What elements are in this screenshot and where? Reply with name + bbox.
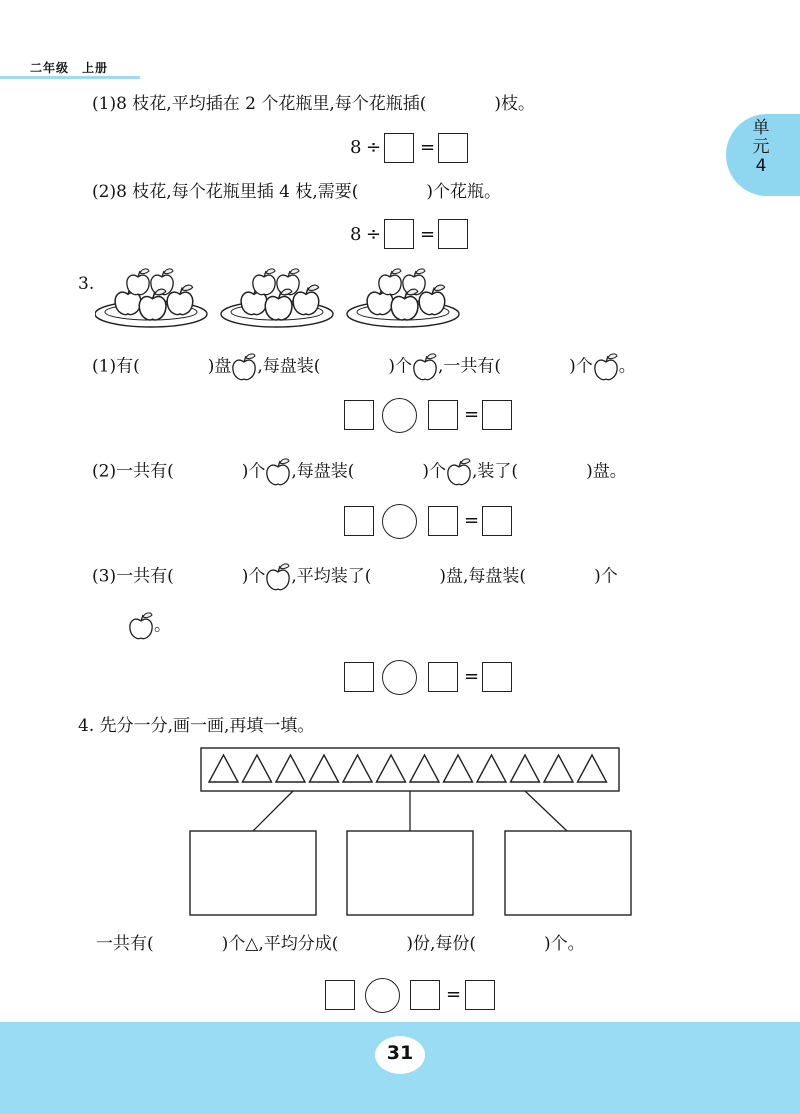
q4-title: 4. 先分一分,画一画,再填一填。 (78, 716, 315, 736)
q2-part1-answer-box-2[interactable] (438, 133, 468, 163)
q3-part3-seg-b: ,平均装了( )盘,每盘装( )个 (291, 566, 618, 587)
q3-part2-seg-b: ,每盘装( )个 (291, 461, 447, 482)
page-number: 31 (386, 1042, 414, 1064)
apple-icon (265, 563, 291, 591)
group-box-1[interactable] (190, 831, 316, 915)
q4-box-2[interactable] (410, 980, 440, 1010)
q3-part1-seg-b: ,每盘装( )个 (257, 356, 413, 377)
q3-part3-box-2[interactable] (428, 662, 458, 692)
q3-part1-box-1[interactable] (344, 400, 374, 430)
q3-part2-operator-circle[interactable] (382, 504, 417, 539)
header-rule (0, 76, 140, 79)
q3-part2-seg-a: (2)一共有( )个 (92, 461, 266, 482)
q3-part3-line-2 (128, 612, 171, 640)
q3-part1-seg-a: (1)有( )盘 (92, 356, 232, 377)
apple-icon (265, 458, 291, 486)
q2-part1-text: (1)8 枝花,平均插在 2 个花瓶里,每个花瓶插( )枝。 (92, 94, 535, 114)
q3-part2-box-2[interactable] (428, 506, 458, 536)
q3-part3-box-1[interactable] (344, 662, 374, 692)
q3-number: 3. (78, 274, 95, 294)
apple-icon (128, 612, 154, 640)
q3-part1-box-3[interactable] (482, 400, 512, 430)
q4-equals: = (446, 984, 462, 1005)
apple-icon (593, 353, 619, 381)
q3-part3-equals: = (464, 666, 480, 687)
q3-part1-operator-circle[interactable] (382, 398, 417, 433)
q3-part2-line (92, 458, 627, 486)
connector-left (253, 791, 293, 831)
q3-part2-seg-c: ,装了( )盘。 (472, 461, 627, 482)
connector-right (525, 791, 567, 831)
q3-part1-seg-c: ,一共有( )个 (438, 356, 593, 377)
q3-part3-seg-c: 。 (154, 615, 171, 636)
unit-label-line2: 元 (752, 137, 770, 157)
q2-part2-answer-box-1[interactable] (384, 219, 414, 249)
q4-box-3[interactable] (465, 980, 495, 1010)
grade-header: 二年级 上册 (30, 61, 109, 75)
q2-part2-text: (2)8 枝花,每个花瓶里插 4 枝,需要( )个花瓶。 (92, 182, 501, 202)
apple-icon (412, 353, 438, 381)
unit-label (748, 119, 774, 176)
q3-part1-box-2[interactable] (428, 400, 458, 430)
q2-part2-divide-sign: ÷ (366, 224, 382, 245)
q2-part2-dividend: 8 (350, 224, 362, 245)
apple-plate-1 (95, 269, 207, 327)
q4-fill-text: 一共有( )个△,平均分成( )份,每份( )个。 (96, 934, 585, 954)
q3-part3-line (92, 563, 618, 591)
q4-box-1[interactable] (325, 980, 355, 1010)
apple-plates-illustration (95, 262, 475, 334)
q3-part2-box-3[interactable] (482, 506, 512, 536)
q3-part3-seg-a: (3)一共有( )个 (92, 566, 266, 587)
q3-part3-box-3[interactable] (482, 662, 512, 692)
apple-plate-3 (347, 269, 459, 327)
q3-part1-line (92, 353, 636, 381)
apple-plate-2 (221, 269, 333, 327)
q3-part2-equals: = (464, 510, 480, 531)
q2-part1-dividend: 8 (350, 137, 362, 158)
q3-part1-seg-d: 。 (618, 356, 636, 377)
unit-label-line1: 单 (752, 118, 770, 138)
q2-part2-equals: = (420, 224, 436, 245)
group-box-2[interactable] (347, 831, 473, 915)
q4-division-diagram (185, 745, 635, 920)
q3-part2-box-1[interactable] (344, 506, 374, 536)
apple-icon (446, 458, 472, 486)
q3-part1-equals: = (464, 404, 480, 425)
q2-part2-answer-box-2[interactable] (438, 219, 468, 249)
group-box-3[interactable] (505, 831, 631, 915)
unit-label-line3: 4 (755, 156, 767, 176)
q2-part1-equals: = (420, 137, 436, 158)
q2-part1-answer-box-1[interactable] (384, 133, 414, 163)
apple-icon (231, 353, 257, 381)
q4-operator-circle[interactable] (365, 978, 400, 1013)
q3-part3-operator-circle[interactable] (382, 660, 417, 695)
q2-part1-divide-sign: ÷ (366, 137, 382, 158)
